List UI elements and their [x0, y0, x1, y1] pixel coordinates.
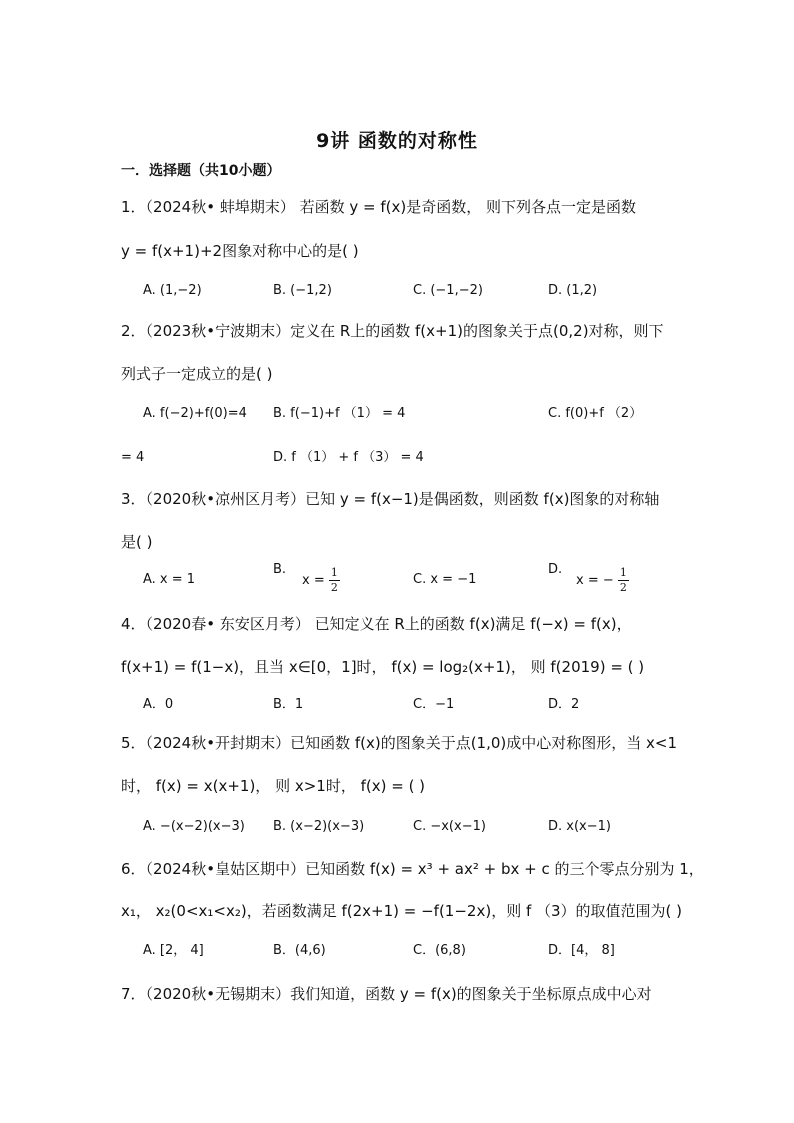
q3-d-prefix: x = −	[576, 573, 614, 588]
q4-option-d: D．2	[548, 697, 580, 712]
q6-option-b: B．(4,6)	[273, 943, 326, 958]
q3-b-prefix: x =	[302, 573, 325, 588]
q5-option-b: B. (x−2)(x−3)	[273, 819, 365, 834]
denominator: 2	[330, 581, 338, 594]
q4-line2: f(x+1) = f(1−x)，且当 x∈[0，1]时， f(x) = log₂(x+1)， 则 f(2019) = ( )	[121, 658, 645, 676]
numerator: 1	[619, 566, 627, 579]
numerator: 1	[330, 566, 338, 579]
q3-line2: 是( )	[121, 533, 153, 551]
q7-line1: 7．（2020秋•无锡期末）我们知道，函数 y = f(x)的图象关于坐标原点成中心对	[121, 985, 652, 1003]
q2-option-a: A. f(−2)+f(0)=4	[143, 406, 247, 421]
q6-line2: x₁， x₂(0<x₁<x₂)，若函数满足 f(2x+1) = −f(1−2x)，则 f （3）的取值范围为( )	[121, 902, 683, 920]
q3-option-b-letter: B.	[273, 562, 287, 577]
q2-option-b: B. f(−1)+f （1） = 4	[273, 406, 406, 421]
q6-line1: 6．（2024秋•皇姑区期中）已知函数 f(x) = x³ + ax² + bx + c 的三个零点分别为 1，	[121, 860, 704, 878]
q4-option-c: C．−1	[413, 697, 455, 712]
q4-line1: 4．（2020春• 东安区月考） 已知定义在 R上的函数 f(x)满足 f(−x) = f(x)，	[121, 615, 632, 633]
q1-option-a: A. (1,−2)	[143, 283, 202, 298]
q6-option-d: D．[4， 8]	[548, 943, 615, 958]
q3-option-a: A. x = 1	[143, 572, 196, 587]
q5-line2: 时， f(x) = x(x+1)， 则 x>1时， f(x) = ( )	[121, 777, 426, 795]
q1-option-c: C. (−1,−2)	[413, 283, 483, 298]
q2-option-c-continued: = 4	[121, 450, 145, 465]
q5-option-a: A. −(x−2)(x−3)	[143, 819, 245, 834]
q6-option-c: C．(6,8)	[413, 943, 466, 958]
q1-option-b: B. (−1,2)	[273, 283, 332, 298]
denominator: 2	[619, 581, 627, 594]
q5-option-c: C. −x(x−1)	[413, 819, 486, 834]
q1-line1: 1．（2024秋• 蚌埠期末） 若函数 y = f(x)是奇函数， 则下列各点一定是函数	[121, 198, 636, 216]
q4-option-b: B．1	[273, 697, 304, 712]
page-title: 9讲 函数的对称性	[316, 130, 478, 152]
q3-option-d-letter: D.	[548, 562, 563, 577]
fraction-half	[329, 566, 340, 595]
q1-line2: y = f(x+1)+2图象对称中心的是( )	[121, 242, 359, 260]
q3-option-b-fraction	[302, 566, 340, 595]
q1-option-d: D. (1,2)	[548, 283, 598, 298]
q5-line1: 5．（2024秋•开封期末）已知函数 f(x)的图象关于点(1,0)成中心对称图形，当 x<1	[121, 734, 678, 752]
fraction-neg-half	[618, 566, 629, 595]
q2-line1: 2．（2023秋•宁波期末）定义在 R上的函数 f(x+1)的图象关于点(0,2)对称，则下	[121, 322, 664, 340]
q3-line1: 3．（2020秋•凉州区月考）已知 y = f(x−1)是偶函数，则函数 f(x)图象的对称轴	[121, 490, 660, 508]
q4-option-a: A．0	[143, 697, 174, 712]
section-heading: 一．选择题（共10小题）	[121, 163, 281, 179]
q2-line2: 列式子一定成立的是( )	[121, 365, 273, 383]
q6-option-a: A. [2， 4]	[143, 943, 204, 958]
q3-option-c: C. x = −1	[413, 572, 477, 587]
q2-option-d: D. f （1） + f （3） = 4	[273, 450, 424, 465]
q2-option-c: C. f(0)+f （2）	[548, 406, 643, 421]
q5-option-d: D. x(x−1)	[548, 819, 611, 834]
q3-option-d-fraction	[576, 566, 629, 595]
